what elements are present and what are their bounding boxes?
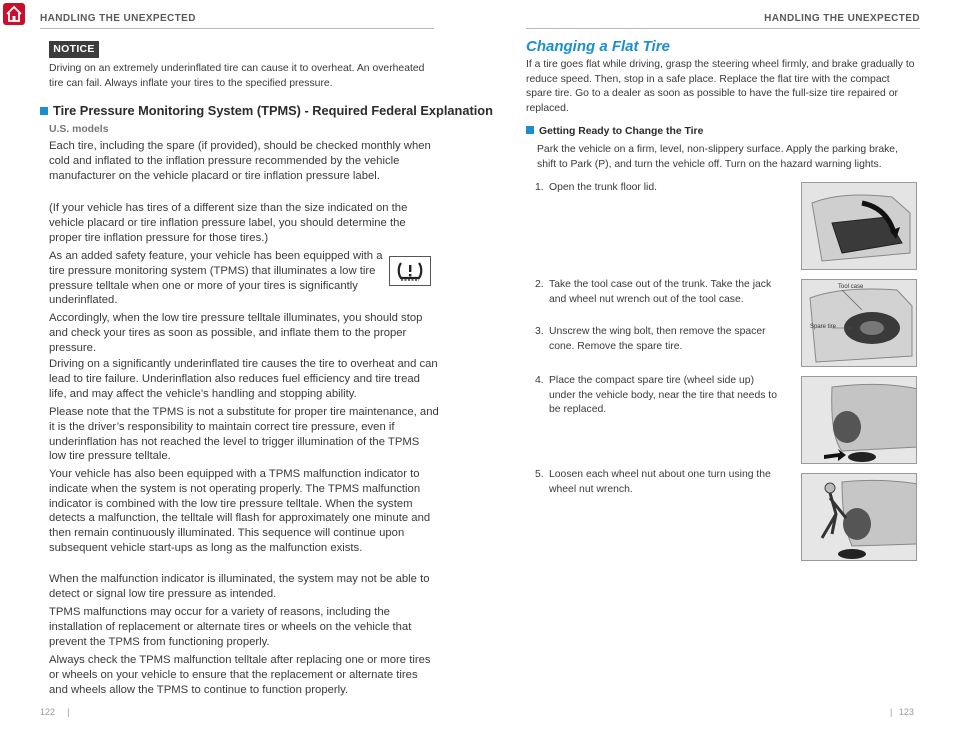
- right-header-rule: [526, 28, 920, 29]
- step-number: 2.: [535, 279, 544, 290]
- left-page-number: [40, 707, 70, 717]
- tpms-section-heading: [40, 103, 493, 118]
- step-number: 1.: [535, 182, 544, 193]
- paragraph: Please note that the TPMS is not a substitute for proper tire maintenance, and it is the driver’s responsibility to maintain correct tire pressure, even if underinflation has not reached the level to trigger illumination of the TPMS low tire pressure telltale.: [49, 406, 439, 463]
- paragraph: Each tire, including the spare (if provided), should be checked monthly when cold and inflated to the inflation pressure recommended by the vehicle manufacturer on the vehicle placard or tire inflation pressure label.: [49, 140, 431, 182]
- subsection-title: Getting Ready to Change the Tire: [539, 126, 704, 137]
- paragraph: TPMS malfunctions may occur for a variety of reasons, including the installation of replacement or alternate tires or wheels on the vehicle that prevent the TPMS from functioning properly.: [49, 606, 412, 648]
- page-separator: |: [67, 707, 70, 717]
- page-number-value: 123: [898, 707, 914, 717]
- subsection-text: Park the vehicle on a firm, level, non-slippery surface. Apply the parking brake, shift to Park (P), and turn the vehicle off. Turn on the hazard warning lights.: [537, 144, 898, 170]
- step-number: 5.: [535, 469, 544, 480]
- step-item: [535, 468, 780, 497]
- paragraph: When the malfunction indicator is illuminated, the system may not be able to detect or signal low tire pressure as intended.: [49, 573, 430, 600]
- page-separator: |: [890, 707, 893, 717]
- intro-paragraph: If a tire goes flat while driving, grasp the steering wheel firmly, and brake gradually to reduce speed. Then, stop in a safe place. Replace the flat tire with the compact spare tire. Go to a dealer as soon as possible to have the full-size tire repaired or replaced.: [526, 59, 915, 114]
- paragraph: Your vehicle has also been equipped with a TPMS malfunction indicator to indicate when the system is not operating properly. The TPMS malfunction indicator is combined with the low tire pressure telltale. When the system detects a malfunction, the telltale will flash for approximately one minute and then remain continuously illuminated. This sequence will continue upon subsequent vehicle start-ups as long as the malfunction exists.: [49, 468, 431, 554]
- step-text: Take the tool case out of the trunk. Take the jack and wheel nut wrench out of the tool case.: [549, 279, 772, 305]
- trunk-floor-lid-illustration: [801, 182, 917, 270]
- place-spare-tire-illustration: [801, 376, 917, 464]
- subsection-heading: [526, 126, 703, 137]
- step-text: Place the compact spare tire (wheel side up) under the vehicle body, near the tire that needs to be replaced.: [549, 375, 777, 416]
- paragraph: (If your vehicle has tires of a different size than the size indicated on the vehicle placard or tire inflation pressure label, you should determine the proper tire inflation pressure for those tires.): [49, 202, 408, 244]
- notice-text: Driving on an extremely underinflated tire can cause it to overheat. An overheated tire can fail. Always inflate your tires to the specified pressure.: [49, 63, 425, 89]
- paragraph: Accordingly, when the low tire pressure telltale illuminates, you should stop and check your tires as soon as possible, and inflate them to the proper pressure.: [49, 312, 423, 354]
- page-title: Changing a Flat Tire: [526, 38, 670, 55]
- tpms-section-title: Tire Pressure Monitoring System (TPMS) - Required Federal Explanation: [53, 103, 493, 118]
- section-marker: [40, 107, 48, 115]
- paragraph: Driving on a significantly underinflated tire causes the tire to overheat and can lead to tire failure. Underinflation also reduces fuel efficiency and tire tread life, and may affect the vehicle’s handling and stopping ability.: [49, 358, 438, 400]
- loosen-wheel-nuts-illustration: [801, 473, 917, 561]
- notice-badge: NOTICE: [49, 41, 99, 58]
- section-marker: [526, 126, 534, 134]
- left-page-header: HANDLING THE UNEXPECTED: [40, 13, 196, 24]
- right-page-number: [890, 707, 914, 717]
- tool-case-spare-tire-illustration: [801, 279, 917, 367]
- tool-case-label: Tool case: [838, 284, 864, 290]
- step-number: 3.: [535, 326, 544, 337]
- step-text: Loosen each wheel nut about one turn using the wheel nut wrench.: [549, 469, 771, 495]
- step-text: Open the trunk floor lid.: [549, 182, 658, 193]
- paragraph: Always check the TPMS malfunction telltale after replacing one or more tires or wheels on your vehicle to ensure that the replacement or alternate tires and wheels allow the TPMS to continue to function properly.: [49, 654, 431, 696]
- step-item: [535, 278, 780, 307]
- us-models-subheading: U.S. models: [49, 124, 109, 135]
- step-text: Unscrew the wing bolt, then remove the spacer cone. Remove the spare tire.: [549, 326, 766, 352]
- tpms-telltale-icon: [389, 256, 431, 286]
- home-icon[interactable]: [3, 3, 25, 25]
- step-number: 4.: [535, 375, 544, 386]
- step-item: [535, 181, 780, 196]
- right-page-header: HANDLING THE UNEXPECTED: [764, 13, 920, 24]
- page-number-value: 122: [40, 707, 56, 717]
- left-header-rule: [40, 28, 434, 29]
- step-item: [535, 325, 780, 354]
- paragraph: As an added safety feature, your vehicle has been equipped with a tire pressure monitoring system (TPMS) that illuminates a low tire pressure telltale when one or more of your tires is significantly underinflated.: [49, 250, 383, 307]
- step-item: [535, 374, 780, 418]
- spare-tire-label: Spare tire: [810, 324, 837, 330]
